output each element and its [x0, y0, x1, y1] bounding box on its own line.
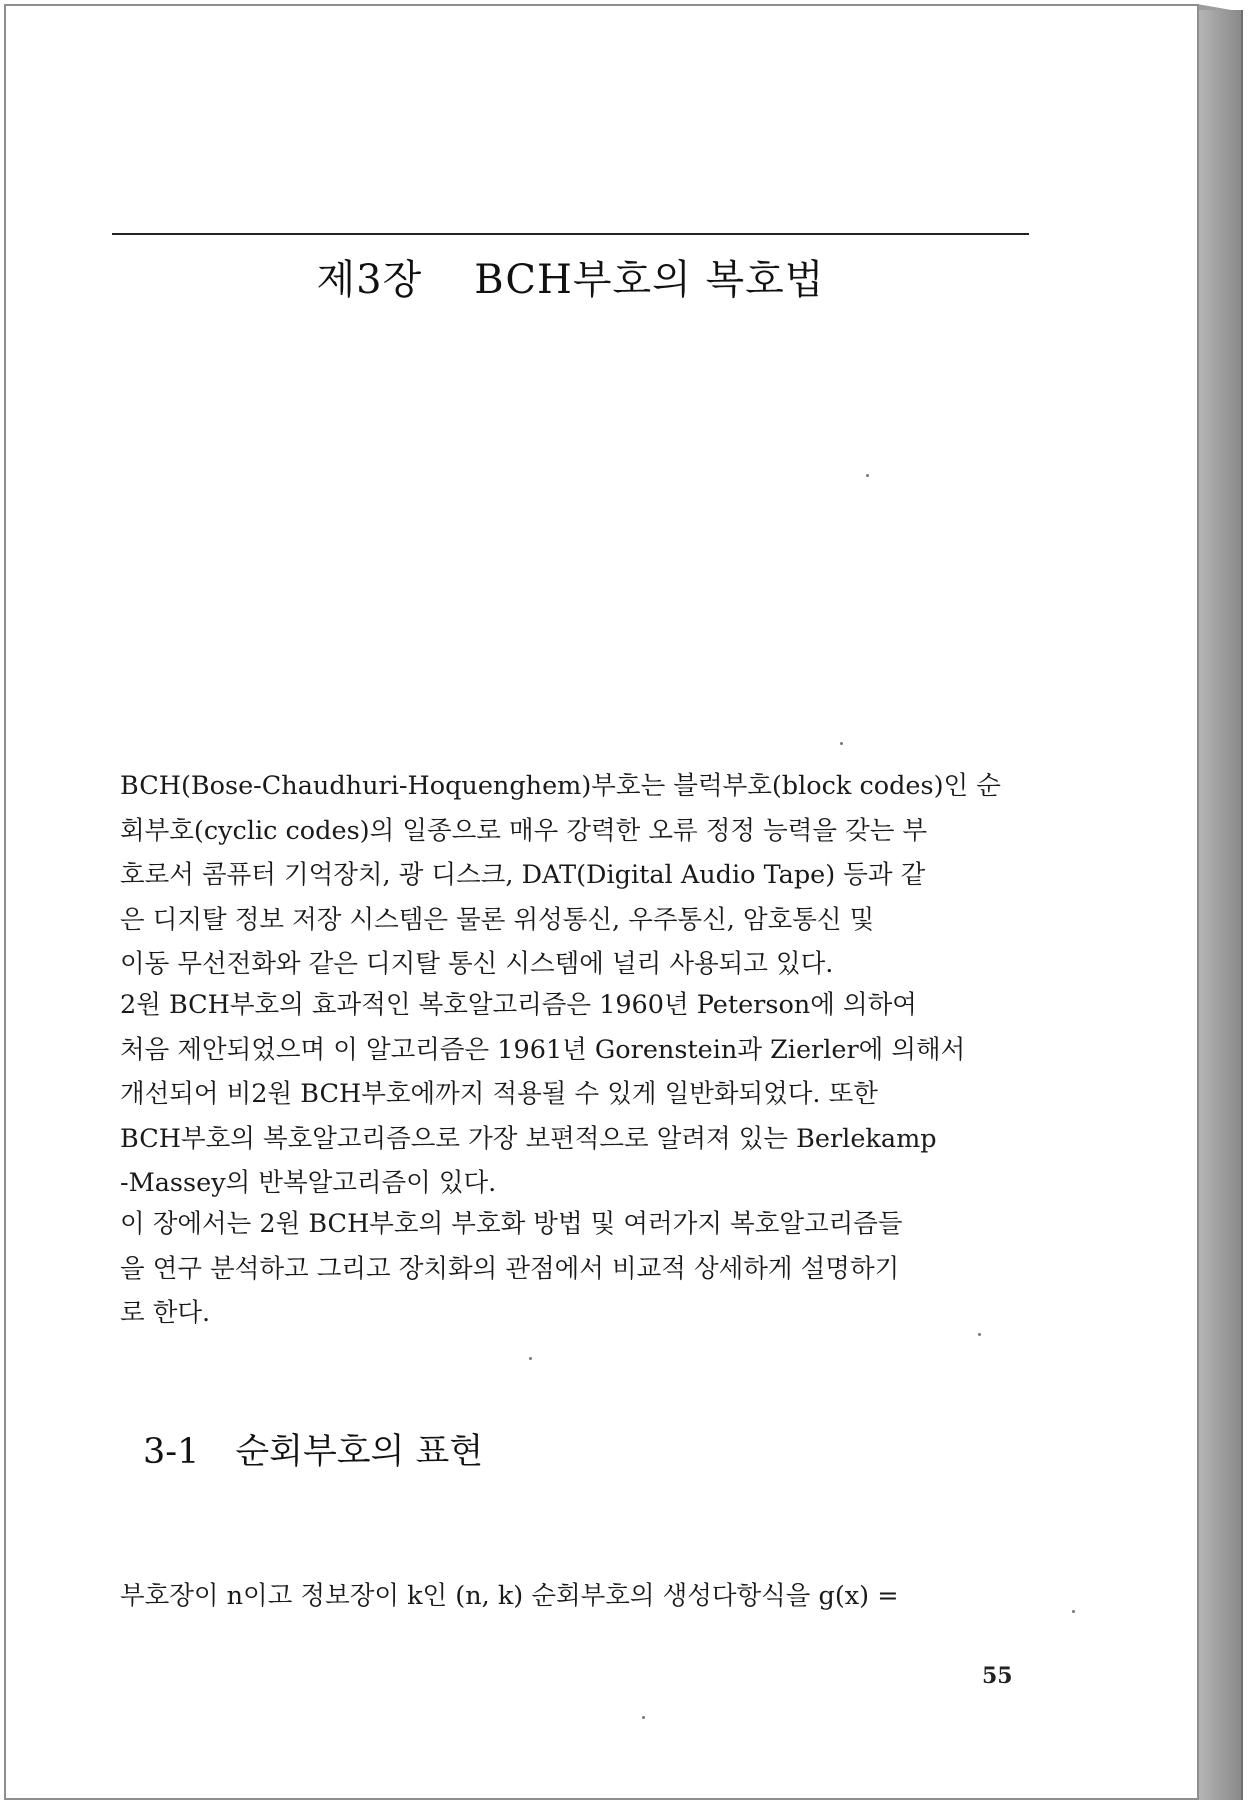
section-number: 3-1 — [143, 1432, 200, 1472]
paragraph-line: 로 한다. — [120, 1298, 211, 1328]
body-paragraph-2 — [120, 983, 1035, 1206]
scan-speck — [529, 1357, 532, 1360]
paragraph-line: BCH부호의 복호알고리즘으로 가장 보편적으로 알려져 있는 Berlekamp — [120, 1123, 937, 1154]
scan-speck — [1072, 1610, 1075, 1613]
chapter-number: 제3장 — [316, 257, 423, 303]
chapter-title-text: BCH부호의 복호법 — [474, 257, 825, 303]
scan-speck — [866, 474, 869, 477]
paragraph-line: 회부호(cyclic codes)의 일종으로 매우 강력한 오류 정정 능력을 갖는 부 — [120, 815, 928, 846]
scan-speck — [840, 742, 843, 745]
paragraph-line: 이동 무선전화와 같은 디지탈 통신 시스템에 널리 사용되고 있다. — [120, 949, 834, 979]
chapter-title — [112, 248, 1029, 305]
paragraph-line: 2원 BCH부호의 효과적인 복호알고리즘은 1960년 Peterson에 의하여 — [120, 990, 917, 1020]
paragraph-line: 이 장에서는 2원 BCH부호의 부호화 방법 및 여러가지 복호알고리즘들 — [120, 1209, 903, 1239]
paragraph-line: 을 연구 분석하고 그리고 장치화의 관점에서 비교적 상세하게 설명하기 — [120, 1253, 900, 1284]
scan-speck — [642, 1716, 645, 1719]
body-paragraph-4 — [120, 1574, 1035, 1619]
paragraph-line: -Massey의 반복알고리즘이 있다. — [120, 1168, 497, 1198]
scan-speck — [978, 1333, 981, 1336]
paragraph-line: 부호장이 n이고 정보장이 k인 (n, k) 순회부호의 생성다항식을 g(x) = — [120, 1581, 899, 1611]
paragraph-line: BCH(Bose-Chaudhuri-Hoquenghem)부호는 블럭부호(block codes)인 순 — [120, 771, 1001, 801]
section-title: 순회부호의 표현 — [235, 1432, 484, 1472]
paragraph-line: 개선되어 비2원 BCH부호에까지 적용될 수 있게 일반화되었다. 또한 — [120, 1079, 878, 1109]
chapter-rule — [112, 233, 1029, 235]
paragraph-line: 은 디지탈 정보 저장 시스템은 물론 위성통신, 우주통신, 암호통신 및 — [120, 904, 875, 935]
body-paragraph-1 — [120, 764, 1035, 987]
section-heading — [143, 1424, 483, 1474]
paragraph-line: 호로서 콤퓨터 기억장치, 광 디스크, DAT(Digital Audio Tape) 등과 같 — [120, 860, 926, 890]
body-paragraph-3 — [120, 1202, 1035, 1336]
page-edge-side — [1199, 10, 1243, 1800]
page-number: 55 — [982, 1663, 1013, 1689]
paragraph-line: 처음 제안되었으며 이 알고리즘은 1961년 Gorenstein과 Zierler에 의해서 — [120, 1034, 966, 1065]
